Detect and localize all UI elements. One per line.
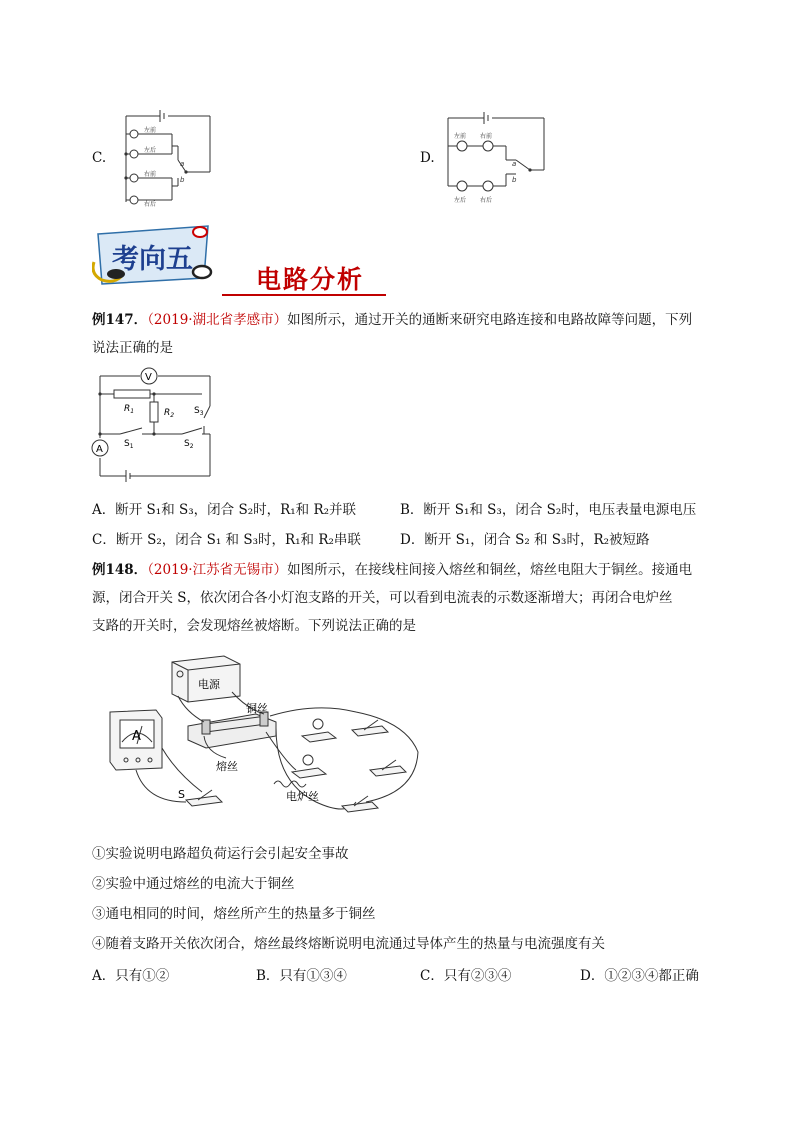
c-lamp-label: 右前	[144, 171, 157, 178]
c-lamp-label: 左后	[144, 147, 157, 154]
q148-ammeter-label: A	[132, 729, 141, 744]
section-title: 电路分析	[256, 265, 365, 294]
q148-choice-c[interactable]: C．只有②③④	[420, 968, 512, 984]
q148-stem	[92, 556, 712, 640]
d-switch-a: a	[512, 160, 517, 168]
c-switch-b: b	[180, 176, 185, 184]
option-c-label: C.	[92, 150, 107, 166]
q147-choice-b[interactable]: B．断开 S₁和 S₃，闭合 S₂时，电压表量电源电压	[400, 502, 697, 518]
q147-text-line2: 说法正确的是	[92, 340, 173, 356]
q147-stem	[92, 306, 712, 362]
q148-label: 例148．	[92, 562, 148, 578]
q147-text-line1: 如图所示，通过开关的通断来研究电路连接和电路故障等问题，下列	[287, 312, 693, 328]
section-badge	[92, 222, 227, 290]
q148-statement-2: ②实验中通过熔丝的电流大于铜丝	[92, 876, 295, 892]
section-badge-text: 考向五	[112, 244, 193, 275]
q147-circuit	[90, 364, 220, 486]
q147-s2-label: $S_2$	[184, 439, 194, 450]
q147-r2-label: $R_2$	[164, 408, 175, 419]
q148-statement-3: ③通电相同的时间，熔丝所产生的热量多于铜丝	[92, 906, 376, 922]
q148-switch-label: S	[178, 788, 185, 801]
q147-ammeter-label: A	[96, 444, 103, 455]
q148-source: （2019·江苏省无锡市）	[147, 562, 288, 578]
c-lamp-label: 右后	[144, 201, 157, 208]
q148-heater-label: 电炉丝	[286, 790, 319, 803]
d-lamp-label: 左前	[454, 133, 467, 140]
option-d-circuit	[440, 108, 550, 208]
q148-statement-4: ④随着支路开关依次闭合，熔丝最终熔断说明电流通过导体产生的热量与电流强度有关	[92, 936, 605, 952]
q147-r1-label: $R_1$	[124, 404, 135, 415]
q148-choice-a[interactable]: A．只有①②	[92, 968, 170, 984]
q147-choice-d[interactable]: D．断开 S₁，闭合 S₂ 和 S₃时，R₂被短路	[400, 532, 650, 548]
c-lamp-label: 左前	[144, 127, 157, 134]
badge-ring-icon	[193, 266, 211, 278]
q148-apparatus	[106, 652, 430, 830]
c-switch-a: a	[180, 160, 185, 168]
q148-power-label: 电源	[198, 678, 220, 691]
q147-choice-a[interactable]: A．断开 S₁和 S₃，闭合 S₂时，R₁和 R₂并联	[92, 502, 357, 518]
q148-text-line2: 源，闭合开关 S，依次闭合各小灯泡支路的开关，可以看到电流表的示数逐渐增大；再闭合电炉丝	[92, 590, 673, 606]
d-lamp-label: 右后	[480, 197, 493, 204]
d-lamp-label: 右前	[480, 133, 493, 140]
q147-choice-c[interactable]: C．断开 S₂，闭合 S₁ 和 S₃时，R₁和 R₂串联	[92, 532, 361, 548]
option-c-circuit	[110, 106, 220, 210]
q148-text-line1: 如图所示，在接线柱间接入熔丝和铜丝，熔丝电阻大于铜丝。接通电	[287, 562, 693, 578]
q148-copper-label: 铜丝	[246, 702, 268, 715]
q148-statement-1: ①实验说明电路超负荷运行会引起安全事故	[92, 846, 349, 862]
badge-ring-icon	[193, 227, 207, 237]
q147-s3-label: $S_3$	[194, 406, 204, 417]
d-lamp-label: 左后	[454, 197, 467, 204]
q147-label: 例147．	[92, 312, 148, 328]
option-d-label: D.	[420, 150, 435, 166]
q147-source: （2019·湖北省孝感市）	[147, 312, 288, 328]
q148-text-line3: 支路的开关时，会发现熔丝被熔断。下列说法正确的是	[92, 618, 416, 634]
d-switch-b: b	[512, 176, 517, 184]
q148-choice-d[interactable]: D．①②③④都正确	[580, 968, 699, 984]
q148-fuse-label: 熔丝	[216, 760, 238, 773]
q147-s1-label: $S_1$	[124, 439, 134, 450]
q147-voltmeter-label: V	[145, 372, 152, 383]
q148-choice-b[interactable]: B．只有①③④	[256, 968, 347, 984]
